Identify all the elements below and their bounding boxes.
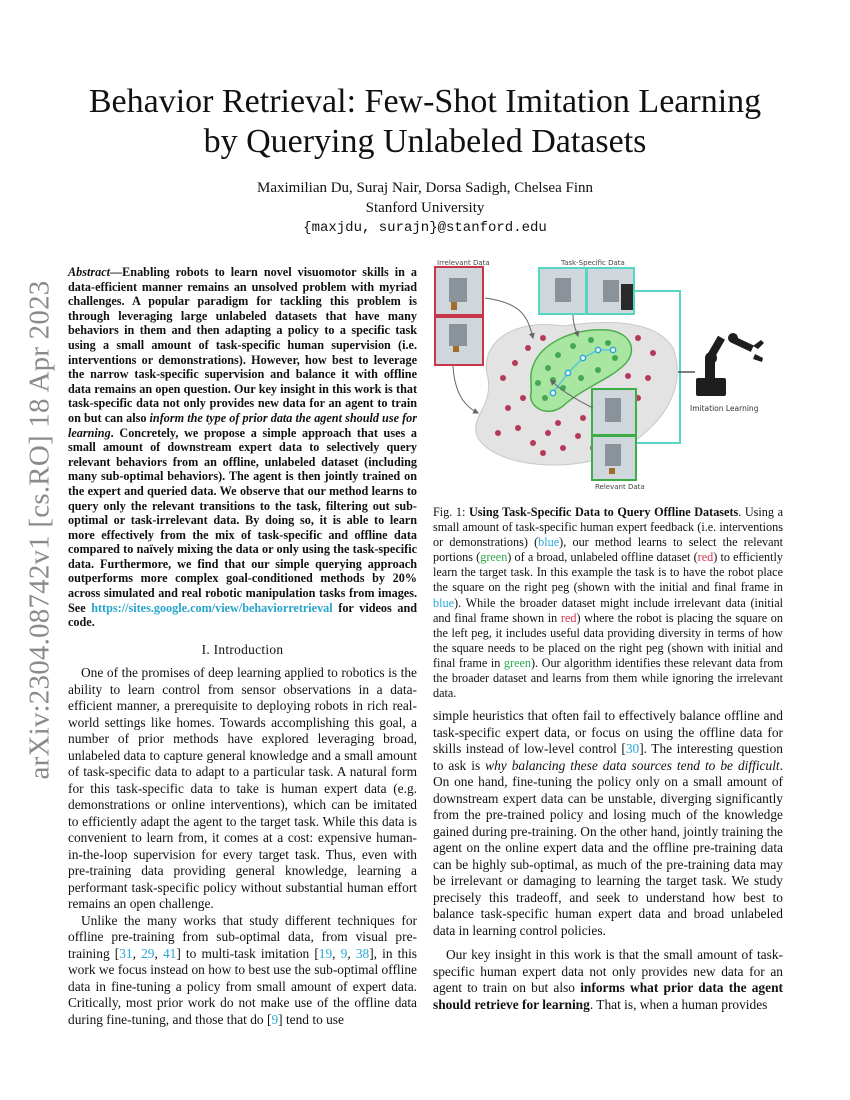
right-paragraph-2: Our key insight in this work is that the small amount of task-specific human expert data not only provides new data for an agent to train on but also informs what prior data the agent should retrieve for learning. That is, when a human provides — [433, 947, 783, 1012]
citation-link[interactable]: 31 — [119, 945, 133, 961]
label-task-specific: Task-Specific Data — [561, 259, 625, 267]
right-column-body — [433, 708, 783, 1013]
label-irrelevant: Irrelevant Data — [437, 259, 490, 267]
robot-arm-icon — [696, 333, 764, 396]
affiliation: Stanford University — [365, 200, 485, 216]
abstract-label: Abstract — [68, 265, 110, 279]
figure-1 — [433, 258, 783, 498]
figure-caption: Fig. 1: Using Task-Specific Data to Query Offline Datasets. Using a small amount of task-specific human expert feedback (i.e. interventions or demonstrations) (blue), our method learns to select the relevant portions (green) of a broad, unlabeled offline dataset (red) to efficiently learn the target task. In this example the task is to have the robot place the square on the right peg (shown with the initial and final frame in blue). While the broader dataset might include irrelevant data (initial and final frame shown in red) where the robot is placing the square on the left peg, it includes useful data providing diversity in terms of how the square needs to be placed on the right peg (shown with initial and final frame in green). Our algorithm identifies these relevant data from the broader dataset and learns from them while ignoring the irrelevant data. — [433, 505, 784, 701]
citation-link[interactable]: 9 — [340, 945, 348, 961]
citation-link[interactable]: 38 — [355, 945, 370, 961]
citation-link[interactable]: 29 — [141, 945, 155, 961]
email: {maxjdu, surajn}@stanford.edu — [303, 220, 547, 236]
author-names: Maximilian Du, Suraj Nair, Dorsa Sadigh, Chelsea Finn — [256, 180, 594, 196]
section-heading: I. Introduction — [201, 641, 284, 657]
title-line-2: by Querying Unlabeled Datasets — [203, 123, 647, 160]
figure-diagram — [433, 258, 783, 498]
citation-link[interactable]: 19 — [318, 945, 333, 961]
author-block — [60, 178, 790, 238]
citation-link[interactable]: 41 — [162, 945, 177, 961]
intro-paragraph-2: Unlike the many works that study different techniques for offline pre-training from sub-optimal data, from visual pre-training [31, 29, 41] to multi-task imitation [19, 9, 38], in this work we focus instead on how to best use the sub-optimal offline data in fine-tuning a policy from small amount of expert data. Critically, most prior work do not make use of the offline data during fine-tuning, and those that do [9] tend to use — [68, 912, 417, 1027]
paper-title — [60, 82, 790, 162]
left-column — [68, 265, 417, 1028]
arxiv-identifier: arXiv:2304.08742v1 [cs.RO] 18 Apr 2023 — [23, 280, 56, 780]
title-line-1: Behavior Retrieval: Few-Shot Imitation Learning — [88, 83, 762, 120]
citation-link[interactable]: 9 — [271, 1011, 279, 1027]
label-imitation: Imitation Learning — [690, 404, 759, 413]
abstract: Abstract—Enabling robots to learn novel visuomotor skills in a data-efficient manner remains an unsolved problem with myriad challenges. A popular paradigm for tackling this problem is through leveraging large unlabeled datasets that have many behaviors in them and then adapting a policy to a specific task using a small amount of task-specific human supervision (i.e. interventions or demonstrations). However, how best to leverage the narrow task-specific supervision and balance it with offline data remains an open question. Our key insight in this work is that task-specific data not only provides new data for an agent to train on but can also inform the type of prior data the agent should use for learning. Concretely, we propose a simple approach that uses a small amount of downstream expert data to selectively query relevant behaviors from an offline, unlabeled dataset (including many sub-optimal behaviors). The agent is then jointly trained on the expert and queried data. We observe that our method learns to query only the relevant transitions to the task, filtering out sub-optimal or task-irrelevant data. By doing so, it is able to learn more effectively from the mix of task-specific and offline data compared to naïvely mixing the data or only using the task-specific data. Furthermore, we find that our simple querying approach outperforms more complex goal-conditioned methods by 20% across simulated and real robotic manipulation tasks from images. See https://sites.google.com/view/behaviorretrieval for videos and code. — [68, 265, 417, 630]
right-paragraph-1: simple heuristics that often fail to effectively balance offline and task-specific expert data, or focus on using the offline data for skills instead of low-level control [30]. The interesting question to ask is why balancing these data sources tend to be difficult. On one hand, fine-tuning the policy only on a small amount of downstream expert data can be unstable, diverging significantly from the pre-trained policy and losing much of the knowledge gained during pre-training. On the other hand, jointly training the agent on the online expert data and the offline pre-training data can be highly sub-optimal, as much of the pre-training data may be irrelevant or damaging to learning the target task. We study precisely this tradeoff, and seek to understand how best to balance task-specific human expert data and broad unlabeled data in learning control policies. — [433, 708, 784, 938]
label-relevant: Relevant Data — [595, 483, 645, 491]
project-link[interactable]: https://sites.google.com/view/behaviorretrieval — [91, 600, 333, 615]
caption-title: Using Task-Specific Data to Query Offline Datasets — [468, 505, 739, 519]
citation-link[interactable]: 30 — [625, 741, 640, 756]
intro-paragraph-1: One of the promises of deep learning applied to robotics is the ability to learn control from sensor observations in a data-efficient manner, a prerequisite to deploying robots in rich real-world settings like homes. Towards accomplishing this goal, a number of prior methods have explored leveraging broad, unlabeled data to capture general knowledge and a small amount of task-specific data to adapt to a particular task. A natural form for this task-specific data to take is human expert data (e.g. demonstrations or online interventions), which can be imitated to efficiently adapt the agent to the target task. While this data is convenient to learn from, it comes at a cost: expensive human-in-the-loop supervision for every target task. Thus, even with pre-training data providing general knowledge, learning a performant task-specific policy without substantial human effort remains an open challenge. — [68, 665, 417, 912]
